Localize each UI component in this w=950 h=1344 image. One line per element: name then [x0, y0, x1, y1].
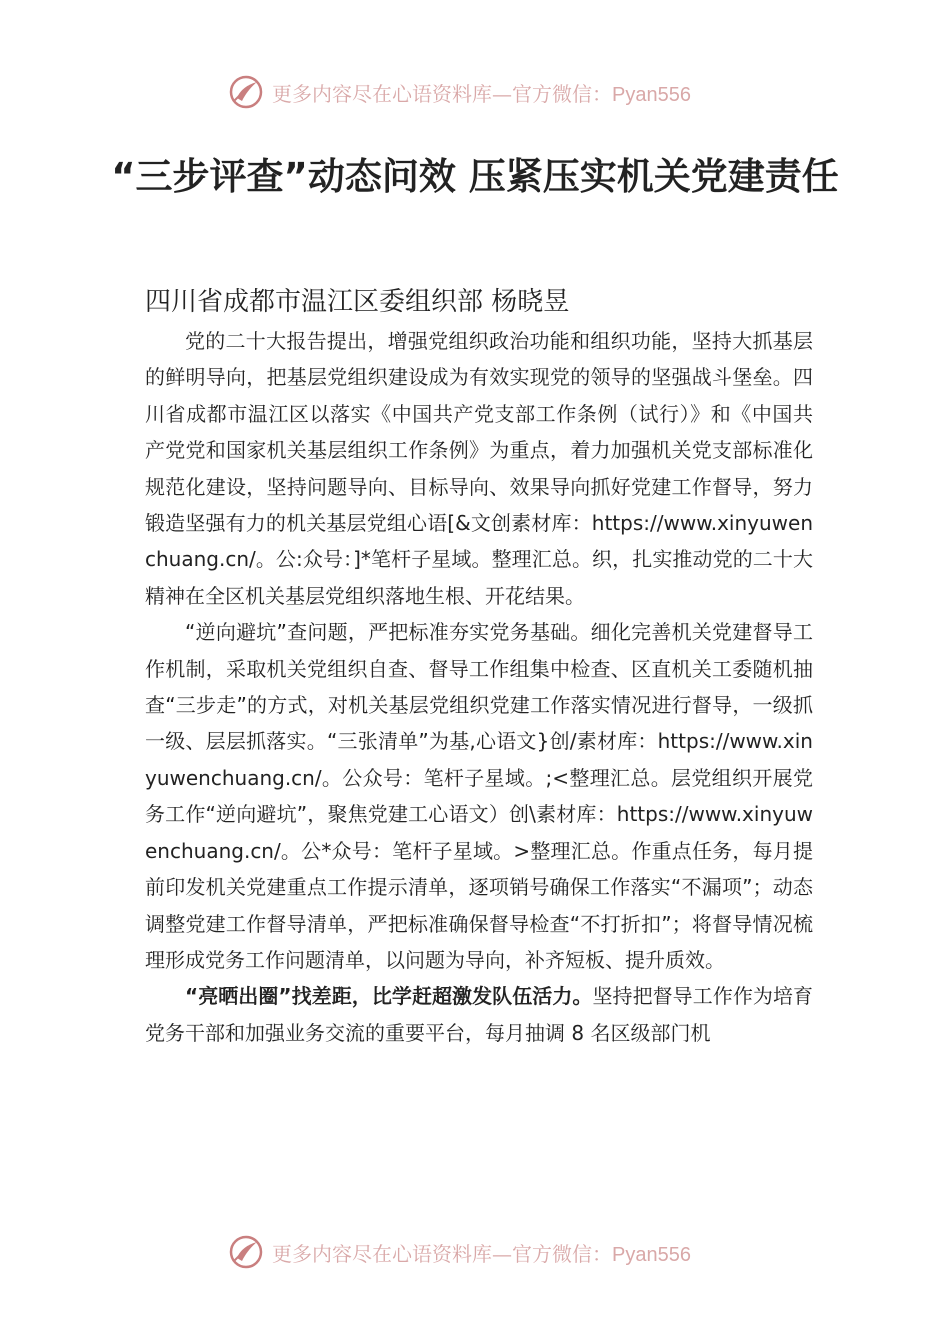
logo-icon	[228, 74, 264, 110]
article-body	[145, 323, 813, 1051]
watermark-banner-top	[228, 72, 728, 112]
watermark-slogan: 更多内容尽在心语资料库—官方微信：	[272, 81, 612, 106]
article-author: 四川省成都市温江区委组织部 杨晓昱	[145, 287, 570, 317]
paragraph	[145, 323, 813, 614]
paragraph-text: “逆向避坑”查问题，严把标准夯实党务基础。细化完善机关党建督导工作机制，采取机关党组织自查、督导工作组集中检查、区直机关工委随机抽查“三步走”的方式，对机关基层党组织党建工作落实情况进行督导，一级抓一级、层层抓落实。“三张清单”为基,心语文}创/素材库：https://www.xinyuwenchuang.cn/。公众号：笔杆子星域。;<整理汇总。层党组织开展党务工作“逆向避坑”，聚焦党建工心语文）创\素材库：https://www.xinyuwenchuang.cn/。公*众号：笔杆子星域。>整理汇总。作重点任务，每月提前印发机关党建重点工作提示清单，逐项销号确保工作落实“不漏项”；动态调整党建工作督导清单，严把标准确保督导检查“不打折扣”；将督导情况梳理形成党务工作问题清单，以问题为导向，补齐短板、提升质效。	[145, 620, 813, 972]
watermark-banner-bottom	[228, 1232, 728, 1272]
watermark-text	[272, 78, 691, 107]
logo-icon	[228, 1234, 264, 1270]
paragraph-text: 党的二十大报告提出，增强党组织政治功能和组织功能，坚持大抓基层的鲜明导向，把基层党组织建设成为有效实现党的领导的坚强战斗堡垒。四川省成都市温江区以落实《中国共产党支部工作条例（试行）》和《中国共产党党和国家机关基层组织工作条例》为重点，着力加强机关党支部标准化规范化建设，坚持问题导向、目标导向、效果导向抓好党建工作督导，努力锻造坚强有力的机关基层党组心语[&文创素材库：https://www.xinyuwenchuang.cn/。公:众号：]*笔杆子星域。整理汇总。织，扎实推动党的二十大精神在全区机关基层党组织落地生根、开花结果。	[145, 329, 813, 608]
watermark-wechat-id: Pyan556	[612, 83, 691, 106]
watermark-text	[272, 1238, 691, 1267]
paragraph	[145, 614, 813, 978]
watermark-slogan: 更多内容尽在心语资料库—官方微信：	[272, 1241, 612, 1266]
watermark-wechat-id: Pyan556	[612, 1243, 691, 1266]
paragraph	[145, 978, 813, 1051]
article-title: “三步评查”动态问效 压紧压实机关党建责任	[111, 155, 839, 198]
paragraph-lead: “亮晒出圈”找差距，比学赶超激发队伍活力。	[185, 984, 593, 1009]
paragraph-text: 坚持把督导工作作为培育党务干部和加强业务交流的重要平台，每月抽调 8 名区级部门机	[145, 984, 813, 1045]
